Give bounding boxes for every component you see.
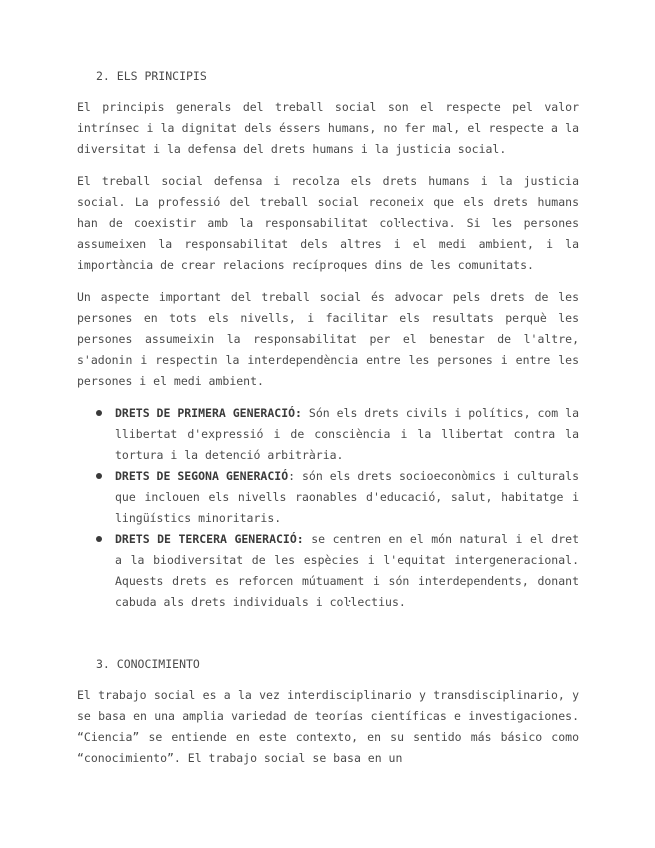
bullet-term: DRETS DE PRIMERA GENERACIÓ: [115, 406, 302, 420]
bullet-text: : són els drets socioeconòmics i culturals que inclouen els nivells raonables d'educació, salut, habitatge i lingüístics minoritaris. [115, 469, 580, 525]
list-item [77, 403, 579, 466]
list-item [77, 466, 579, 529]
document-body [77, 66, 579, 769]
bullet-icon [96, 536, 102, 542]
bullet-icon [96, 473, 102, 479]
list-item [77, 529, 579, 613]
bullet-term: DRETS DE TERCERA GENERACIÓ: [115, 532, 304, 546]
bullet-term: DRETS DE SEGONA GENERACIÓ [115, 469, 289, 483]
paragraph-conocimiento-1: El trabajo social es a la vez interdisciplinario y transdisciplinario, y se basa en una amplia variedad de teorías científicas e investigaciones. “Ciencia” se entiende en este contexto, en su sentido más básico como “conocimiento”. El trabajo social se basa en un [77, 688, 579, 765]
rights-generations-list [77, 403, 579, 613]
section-heading-principis: 2. ELS PRINCIPIS [96, 69, 207, 83]
paragraph-principis-2: El treball social defensa i recolza els drets humans i la justicia social. La professió del treball social reconeix que els drets humans han de coexistir amb la responsabilitat coŀlectiva. Si les persones assumeixen la responsabilitat dels altres i el medi ambient, i la importància de crear relacions recíproques dins de les comunitats. [77, 174, 579, 272]
bullet-icon [96, 410, 102, 416]
paragraph-principis-3: Un aspecte important del treball social és advocar pels drets de les persones en tots els nivells, i facilitar els resultats perquè les persones assumeixin la responsabilitat per el benestar de l'altre, s'adonin i respectin la interdependència entre les persones i entre les persones i el medi ambient. [77, 290, 579, 388]
section-heading-conocimiento: 3. CONOCIMIENTO [96, 657, 200, 671]
bullet-text: se centren en el món natural i el dret a la biodiversitat de les espècies i l'equitat intergeneracional. Aquests drets es reforcen mútuament i són interdependents, donant cabuda als drets individuals i coŀlectius. [115, 532, 579, 609]
bullet-text: Són els drets civils i polítics, com la llibertat d'expressió i de consciència i la llibertat contra la tortura i la detenció arbitrària. [115, 406, 579, 462]
paragraph-principis-1: El principis generals del treball social son el respecte pel valor intrínsec i la dignitat dels éssers humans, no fer mal, el respecte a la diversitat i la defensa del drets humans i la justicia social. [77, 100, 579, 156]
